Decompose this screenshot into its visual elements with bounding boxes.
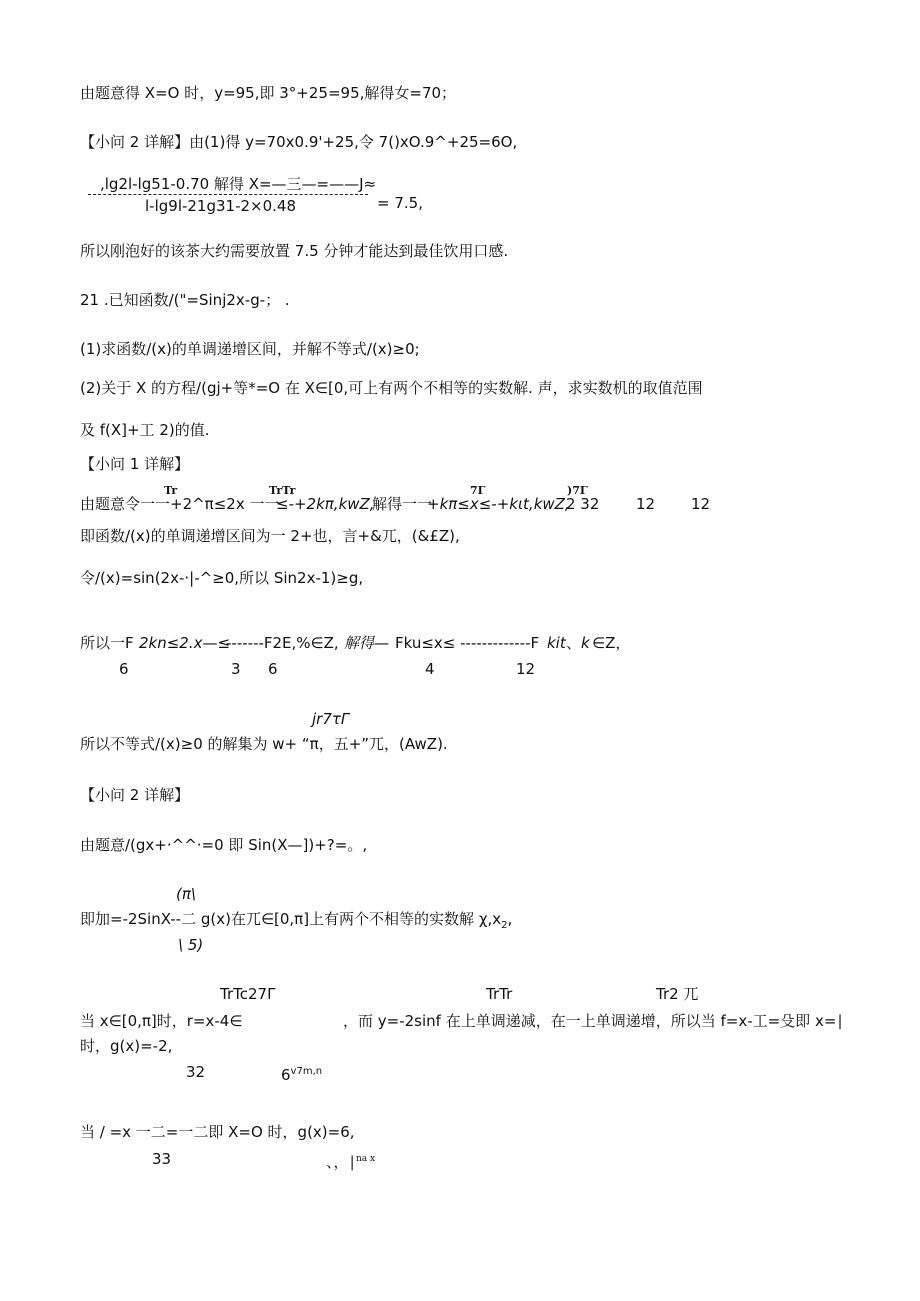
line-5f: 12 (636, 495, 656, 513)
line-12a: 当 x∈[0,π]时，r=x-4∈ (80, 1012, 243, 1030)
label-trtr: TrTr (486, 985, 513, 1003)
superscript-max: na x (356, 1154, 376, 1164)
subscript-2: 2 (501, 920, 508, 931)
superscript-tr-2: TrTr (269, 484, 296, 497)
denominator-4: 4 (425, 660, 435, 678)
line-14: 当 / =x 一二=一二即 X=O 时，g(x)=6, (80, 1123, 355, 1141)
label-trtc27: TrTc27Γ (220, 985, 276, 1003)
line-4: 所以刚泡好的该茶大约需要放置 7.5 分钟才能达到最佳饮用口感. (80, 242, 509, 260)
denominator-12: 12 (516, 660, 536, 678)
line-3-fraction-numerator: ,lg2l-lg51-0.70 解得 X=—三—=——J≈ (100, 175, 377, 193)
line-13: 时，g(x)=-2, (80, 1037, 173, 1055)
label-tr2pi: Tr2 兀 (656, 985, 699, 1003)
line-5g: 12 (691, 495, 711, 513)
line-6: 即函数/(x)的单调递增区间为一 2+也，言+&兀，(&£Z), (80, 527, 460, 545)
trailing-marks (326, 1150, 375, 1171)
line-8h: k (581, 634, 590, 652)
line-10: 由题意/(gx+·^^·=0 即 Sin(X—])+?=。, (80, 836, 368, 854)
denominator-6-b: 6 (268, 660, 278, 678)
superscript-7-gamma-2: )7Γ (567, 484, 588, 497)
line-8g: 、 (566, 634, 582, 652)
line-3-fraction-denominator: l-lg9l-21g31-2×0.48 (145, 197, 297, 215)
section-heading-part-2: 【小问 2 详解】 (80, 786, 190, 804)
section-heading-part-1: 【小问 1 详解】 (80, 455, 190, 473)
line-8i: ∈Z， (592, 634, 631, 652)
paren-bottom: \ 5) (178, 936, 204, 954)
line-8b: 2kn≤2.x—≤ (139, 634, 231, 652)
line-7: 令/(x)=sin(2x-·|-^≥0,所以 Sin2x-1)≥g, (80, 569, 364, 587)
line-12b: ，而 y=-2sinf 在上单调递减，在一上单调递增，所以当 f=x-工=殳即 x=∣ (343, 1012, 844, 1030)
line-11-text: 即加=-2SinX--二 g(x)在兀∈[0,π]上有两个不相等的实数解 χ,x (80, 910, 502, 928)
line-5d: +kπ≤x≤-+kιt,kwZ, (427, 495, 570, 513)
superscript-v7mn: v7m,n (290, 1066, 323, 1077)
problem-21-part-1: (1)求函数/(x)的单调递增区间，并解不等式/(x)≥0; (80, 340, 420, 358)
denominator-6-c-text: 6 (281, 1066, 291, 1084)
line-11 (80, 910, 512, 935)
line-5b: ≤-+2kπ,kwZ, (276, 495, 375, 513)
paren-top: (π\ (176, 885, 196, 903)
denominator-3: 3 (231, 660, 241, 678)
superscript-tr-1: Tr (164, 484, 178, 497)
denominator-6-c (281, 1063, 322, 1084)
trailing-marks-text: 、，∣ (326, 1153, 357, 1171)
problem-21-title: 21 .已知函数/("=Sinj2x-g-； . (80, 291, 290, 309)
line-2: 【小问 2 详解】由(1)得 y=70x0.9'+25,令 7()xO.9^+25=6O, (80, 133, 518, 151)
line-11-end: , (507, 910, 513, 928)
denominator-6-a: 6 (119, 660, 129, 678)
line-8a: 所以一F (80, 634, 134, 652)
line-8f: kit (547, 634, 566, 652)
fraction-bar (88, 194, 368, 195)
problem-21-part-2-cont: 及 f(X]+工 2)的值. (80, 421, 210, 439)
line-9: 所以不等式/(x)≥0 的解集为 w+ “π，五+”兀，(AwZ). (80, 735, 448, 753)
line-8c: -------F2E,%∈Z, (226, 634, 339, 652)
denominator-32: 32 (186, 1063, 206, 1081)
line-5c: 解得一一 (372, 495, 433, 513)
line-1: 由题意得 X=O 时，y=95,即 3°+25=95,解得女=70； (80, 84, 457, 102)
denominator-33: 33 (152, 1150, 172, 1168)
line-8d: 解得— (344, 634, 390, 652)
line-3-result: = 7.5, (377, 194, 423, 212)
problem-21-part-2: (2)关于 X 的方程/(gj+等*=O 在 X∈[0,可上有两个不相等的实数解. 声，求实数机的取值范围 (80, 379, 703, 397)
line-5a: 由题意令一一+2^π≤2x 一一 (80, 495, 280, 513)
line-5e: 2 32 (566, 495, 600, 513)
superscript-7-gamma: 7Γ (470, 484, 486, 497)
line-8e: Fku≤x≤ -------------F (395, 634, 540, 652)
superscript-jr7: jr7τΓ (312, 710, 350, 728)
